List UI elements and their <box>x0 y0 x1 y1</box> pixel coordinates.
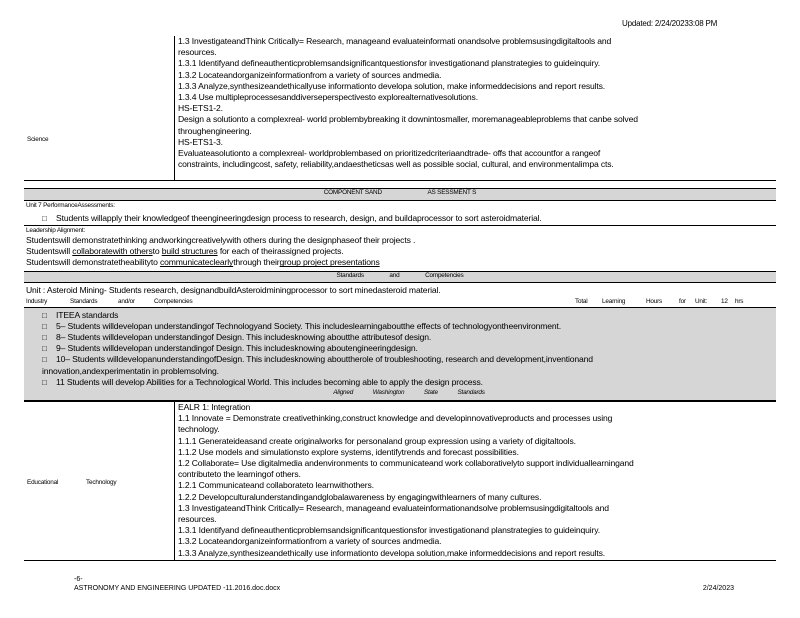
competencies-label: Competencies <box>154 297 193 305</box>
leadership-line <box>26 246 774 257</box>
leadership-label: Leadership Alignment: <box>26 227 86 234</box>
page-number: -6- <box>74 576 83 583</box>
science-line: 1.3.1 Identifyand defineauthenticproblemsandsignificantquestionsfor investigationand planstrategies to guideinquiry. <box>178 58 600 69</box>
science-line: 1.3.2 Locateandorganizeinformationfrom a variety of sources andmedia. <box>178 69 442 80</box>
component-header-b: AS SESSMENT S <box>427 189 477 196</box>
science-content <box>174 36 778 180</box>
component-header-a: COMPONENT SAND <box>323 189 382 196</box>
edu-line: 1.2.1 Communicateand collaborateto learnwithothers. <box>178 480 374 491</box>
unit-asteroid-line: Unit : Asteroid Mining- Students research, designandbuildAsteroidminingprocessor to sort minedasteroid material. <box>26 284 441 295</box>
science-line: 1.3.4 Use multipleprocessesanddiverseperspectivesto explorealternativesolutions. <box>178 92 478 103</box>
aligned-header-word: Aligned <box>333 389 354 397</box>
aligned-header-word: State <box>423 389 438 397</box>
science-section <box>24 34 776 181</box>
text-fragment: for each of theirassigned projects. <box>217 246 344 257</box>
standards-header-word: Standards <box>336 271 364 279</box>
list-item <box>42 321 776 332</box>
science-line: resources. <box>178 47 217 58</box>
science-line: 1.3 InvestigateandThink Critically= Research, manageand evaluateinformati onandsolve problemsusingdigitaltools and <box>178 36 612 46</box>
checkbox-bullet-icon: □ <box>42 344 47 354</box>
leadership-row <box>24 226 776 272</box>
edu-line: resources. <box>178 514 217 525</box>
itea-item: 9– Students willdevelopan understandingof Design. This includesknowing aboutengineeringdesign. <box>56 343 418 354</box>
aligned-header-word: Standards <box>457 389 485 397</box>
text-fragment: through their <box>233 257 280 268</box>
industry-label: Industry <box>26 297 48 305</box>
edu-subject: Technology <box>86 479 117 487</box>
leadership-line: Studentswill demonstratethinking andworkingcreativelywith others during the designphaseof their projects . <box>26 235 416 245</box>
science-line: HS-ETS1-2. <box>178 103 223 114</box>
edu-subject: Educational <box>27 479 59 487</box>
checkbox-bullet-icon: □ <box>42 214 47 223</box>
edu-line: 1.2.2 Developculturalunderstandingandglobalawareness by engagingwithlearners of many cultures. <box>178 491 542 502</box>
science-line: 1.3.3 Analyze,synthesizeandethicallyuse informationto developa solution, make informeddecisions and report results. <box>178 80 606 91</box>
list-item <box>42 310 776 321</box>
itea-item: 10– Students willdevelopanunderstandingofDesign. This includesknowing abouttherole of troubleshooting, research and development,inventionand <box>56 354 593 365</box>
leadership-line <box>26 257 774 268</box>
standards-header-word: and <box>389 271 400 279</box>
edu-line: 1.1.2 Use models and simulationsto explore systems, identifytrends and forecast possibilities. <box>178 446 519 457</box>
total-label: Total <box>575 297 588 305</box>
andor-label: and/or <box>118 297 135 305</box>
aligned-header <box>42 389 776 398</box>
hours-count: 12 <box>721 297 728 305</box>
checkbox-bullet-icon: □ <box>42 321 47 331</box>
itea-item: innovation,andexperimentatin in problemsolving. <box>42 365 219 376</box>
component-header <box>24 188 776 201</box>
edu-line: 1.3.3 Analyze,synthesizeandethically use informationto developa solution,make informeddecisions and report results. <box>178 547 606 558</box>
text-fragment: to <box>152 246 162 257</box>
list-item <box>42 343 776 354</box>
standards-header-word: Competencies <box>425 271 464 279</box>
list-item <box>42 377 776 388</box>
edu-line: 1.3 InvestigateandThink Critically= Research, manageand evaluateinformationandsolve problemsusingdigitaltools and <box>178 502 609 513</box>
text-fragment: Studentswill <box>26 246 73 257</box>
science-line: HS-ETS1-3. <box>178 136 223 147</box>
itea-item: 8– Students willdevelopan understandingof Design. This includesknowing aboutthe attributesof design. <box>56 332 432 343</box>
science-line: throughengineering. <box>178 125 252 136</box>
edu-line: 1.3.2 Locateandorganizeinformationfrom a variety of sources andmedia. <box>178 536 442 547</box>
itea-item: 11 Students will develop Abilities for a Technological World. This includes becoming able to apply the design process. <box>56 376 483 387</box>
science-subject: Science <box>27 136 49 143</box>
itea-standards-block <box>24 308 776 401</box>
edu-line: 1.1.1 Generateideasand create originalworks for personaland group expression using a variety of digitaltools. <box>178 435 576 446</box>
standards-label: Standards <box>70 297 98 305</box>
aligned-header-word: Washington <box>372 389 405 397</box>
edu-content <box>174 402 778 560</box>
edu-line: 1.1 Innovate = Demonstrate creativethinking,construct knowledge and developinnovativeproducts and processes using <box>178 413 613 424</box>
list-item <box>42 354 776 365</box>
list-item <box>42 332 776 343</box>
hrs-label: hrs <box>735 297 744 305</box>
footer-filename: ASTRONOMY AND ENGINEERING UPDATED -11.2016.doc.docx <box>74 585 281 592</box>
edu-line: contributeto the learningof others. <box>178 469 301 480</box>
underlined-text: build structures <box>161 246 218 257</box>
document-page <box>24 34 776 561</box>
industry-row <box>24 297 776 308</box>
underlined-text: communicateclearly <box>159 257 234 268</box>
unit7-item <box>42 213 542 224</box>
checkbox-bullet-icon: □ <box>42 355 47 365</box>
page-footer <box>74 575 734 593</box>
itea-title: ITEEA standards <box>56 309 119 320</box>
underlined-text: group project presentations <box>279 257 380 268</box>
updated-timestamp: Updated: 2/24/20233:08 PM <box>622 19 718 28</box>
for-label: for <box>679 297 686 305</box>
text-fragment: Studentswill demonstratetheabilityto <box>26 257 160 268</box>
checkbox-bullet-icon: □ <box>42 333 47 343</box>
checkbox-bullet-icon: □ <box>42 377 47 387</box>
unit-label: Unit: <box>695 297 708 305</box>
science-line: constraints, includingcost, safety, reliability,andaestheticsas well as possible social, cultural, and environmentalimpa cts. <box>178 159 614 170</box>
edu-line: technology. <box>178 424 220 435</box>
edu-line: 1.2 Collaborate= Use digitalmedia andenvironments to communicateand work collaborativelyto support individuallearningand <box>178 458 634 469</box>
edu-line: 1.3.1 Identifyand defineauthenticproblemsandsignificantquestionsfor investigationand planstrategies to guideinquiry. <box>178 525 600 536</box>
unit7-row <box>24 201 776 226</box>
hours-label: Hours <box>646 297 663 305</box>
itea-item: 5– Students willdevelopan understandingof Technologyand Society. This includeslearningaboutthe effects of technologyontheenvironment. <box>56 320 561 331</box>
underlined-text: collaboratewith others <box>72 246 153 257</box>
standards-header <box>24 272 776 283</box>
edu-line: EALR 1: Integration <box>178 402 251 413</box>
science-line: Evaluateasolutionto a complexreal- worldproblembased on prioritizedcriteriaandtrade- offs that accountfor a rangeof <box>178 148 601 159</box>
educational-technology-section <box>24 401 776 561</box>
learning-label: Learning <box>602 297 626 305</box>
science-line: Design a solutionto a complexreal- world problembybreaking it downintosmaller, moremanageableproblems that canbe solved <box>178 114 638 125</box>
checkbox-bullet-icon: □ <box>42 310 47 320</box>
footer-date: 2/24/2023 <box>702 585 734 592</box>
unit7-label: Unit 7 PerformanceAssessments: <box>26 202 115 209</box>
unit7-text: Students willapply their knowledgeof theengineeringdesign process to research, design, and buildaprocessor to sort asteroidmaterial. <box>56 213 542 223</box>
list-item-continued <box>42 366 776 377</box>
